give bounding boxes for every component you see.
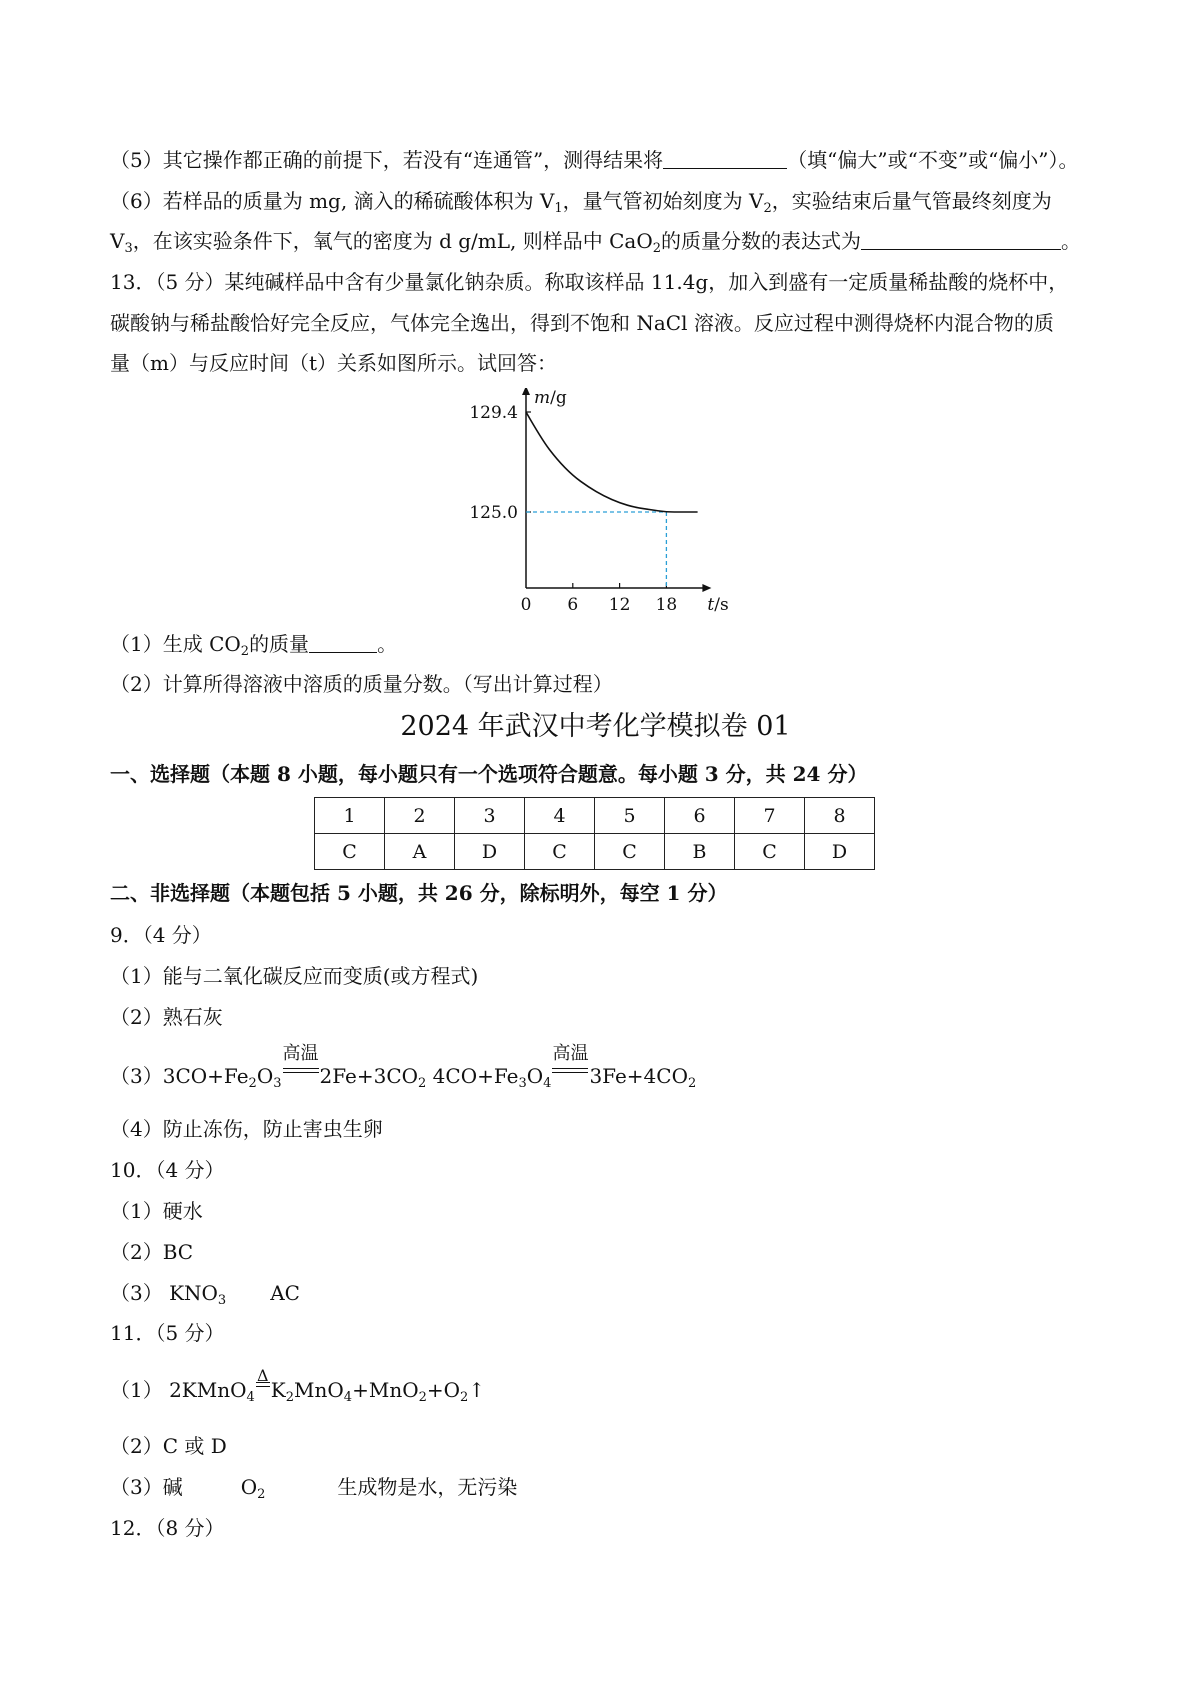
answer-table-answer: C [315, 834, 385, 870]
answer-table-answer: A [385, 834, 455, 870]
x-tick-label: 12 [608, 595, 631, 615]
subscript: 2 [418, 1076, 427, 1091]
a10-part3-text: （3） KNO [110, 1281, 218, 1305]
answer-table-question-number: 5 [595, 798, 665, 834]
eq-text: 3Fe+4CO [589, 1064, 688, 1088]
reaction-condition-high-temp [282, 1043, 320, 1082]
subscript: 2 [460, 1390, 469, 1405]
q13-stem-line1: 13．（5 分）某纯碱样品中含有少量氯化钠杂质。称取该样品 11.4g，加入到盛有一定质量稀盐酸的烧杯中， [110, 270, 1069, 294]
subscript: 3 [124, 241, 133, 256]
q13-part1-end: 。 [377, 632, 398, 656]
reaction-condition-high-temp [551, 1043, 589, 1082]
mass-time-chart [440, 388, 740, 628]
subscript: 2 [687, 1076, 697, 1091]
a10-part3-answer: AC [270, 1281, 300, 1305]
answer-table-answer: C [595, 834, 665, 870]
eq-text: 4CO+Fe [426, 1064, 519, 1088]
q12-part6-text-d: V [110, 229, 125, 253]
eq-text: （1） 2KMnO [110, 1378, 247, 1402]
mass-curve [526, 412, 698, 512]
eq-text: 2Fe+3CO [319, 1064, 419, 1088]
eq-text: +O [426, 1378, 461, 1402]
answer-table-question-number: 3 [455, 798, 525, 834]
double-line [552, 1068, 588, 1073]
subscript: 2 [240, 644, 250, 659]
answer-table-question-number: 8 [805, 798, 875, 834]
q12-part6-line2 [110, 227, 1081, 255]
q12-part6-line1 [110, 187, 1052, 215]
answer-table-question-number: 7 [735, 798, 805, 834]
q12-part5-blank[interactable] [663, 148, 787, 169]
double-line [256, 1382, 270, 1387]
q13-part1-text-b: 的质量 [249, 632, 310, 656]
subscript: 3 [518, 1076, 527, 1091]
q13-stem-line2: 碳酸钠与稀盐酸恰好完全反应，气体完全逸出，得到不饱和 NaCl 溶液。反应过程中测得烧杯内混合物的质 [110, 311, 1054, 335]
a9-part2: （2）熟石灰 [110, 1005, 223, 1029]
q12-part6-text-b: ，量气管初始刻度为 V [562, 189, 764, 213]
subscript: 2 [248, 1076, 257, 1091]
q12-part6-text-f: 的质量分数的表达式为 [661, 229, 862, 253]
a11-part3 [110, 1473, 517, 1501]
subscript: 1 [554, 201, 563, 216]
y-tick-label: 129.4 [469, 403, 518, 423]
answer-table-answer: C [735, 834, 805, 870]
x-tick-label: 18 [655, 595, 678, 615]
a11-heading: 11．（5 分） [110, 1321, 225, 1345]
answer-table-question-number: 2 [385, 798, 455, 834]
reaction-condition-heat [255, 1366, 271, 1396]
a11-part3-reason: 生成物是水，无污染 [337, 1475, 518, 1499]
q12-part6-text-c: ，实验结束后量气管最终刻度为 [771, 189, 1052, 213]
q13-stem-line3: 量（m）与反应时间（t）关系如图所示。试回答： [110, 351, 558, 375]
x-tick-label: 6 [567, 595, 579, 615]
delta-symbol: Δ [257, 1366, 269, 1385]
x-axis-label: t/s [707, 595, 729, 615]
a11-part3-o2: O [240, 1475, 258, 1499]
q12-part6-text-a: （6）若样品的质量为 mg, 滴入的稀硫酸体积为 V [110, 189, 555, 213]
subscript: 3 [217, 1293, 227, 1308]
answer-table-question-number: 1 [315, 798, 385, 834]
y-axis-arrow [522, 388, 530, 395]
answer-table-value-row [315, 834, 875, 870]
section2-heading: 二、非选择题（本题包括 5 小题，共 26 分，除标明外，每空 1 分） [110, 881, 728, 905]
eq-text: +MnO [352, 1378, 419, 1402]
q13-part2: （2）计算所得溶液中溶质的质量分数。（写出计算过程） [110, 672, 613, 696]
a11-part3-text: （3）碱 [110, 1475, 183, 1499]
q12-part6-blank[interactable] [861, 229, 1061, 250]
a10-heading: 10．（4 分） [110, 1158, 225, 1182]
a11-part1-equation [110, 1366, 486, 1405]
x-axis-arrow [702, 584, 711, 592]
a9-part3-equation [110, 1043, 697, 1091]
q12-part5-tail: （填“偏大”或“不变”或“偏小”）。 [787, 148, 1079, 172]
answer-table-answer: D [805, 834, 875, 870]
answer-title: 2024 年武汉中考化学模拟卷 01 [400, 711, 791, 742]
x-tick-label: 0 [520, 595, 532, 615]
subscript: 2 [257, 1487, 266, 1502]
subscript: 4 [246, 1390, 255, 1405]
double-line [283, 1068, 319, 1073]
up-arrow-symbol: ↑ [468, 1378, 486, 1402]
eq-text: O [256, 1064, 274, 1088]
y-tick-label: 125.0 [469, 503, 518, 523]
subscript: 2 [285, 1390, 295, 1405]
answer-table [314, 797, 875, 870]
section1-heading: 一、选择题（本题 8 小题，每小题只有一个选项符合题意。每小题 3 分，共 24 分） [110, 762, 868, 786]
y-axis-label: m/g [534, 388, 567, 408]
condition-text: 高温 [282, 1043, 319, 1064]
a9-part1: （1）能与二氧化碳反应而变质(或方程式) [110, 964, 479, 988]
a10-part3 [110, 1279, 300, 1307]
q12-part5-text: （5）其它操作都正确的前提下，若没有“连通管”，测得结果将 [110, 148, 664, 172]
eq-text: O [526, 1064, 544, 1088]
a12-heading: 12．（8 分） [110, 1516, 225, 1540]
a10-part1: （1）硬水 [110, 1199, 203, 1223]
q13-part1-text-a: （1）生成 CO [110, 632, 241, 656]
answer-table-question-number: 4 [525, 798, 595, 834]
a9-heading: 9．（4 分） [110, 923, 212, 947]
answer-table-answer: D [455, 834, 525, 870]
answer-table-header-row [315, 798, 875, 834]
subscript: 2 [763, 201, 772, 216]
a9-part4: （4）防止冻伤，防止害虫生卵 [110, 1117, 383, 1141]
eq-text: K [270, 1378, 286, 1402]
subscript: 4 [543, 1076, 552, 1091]
condition-text: 高温 [552, 1043, 589, 1064]
answer-table-question-number: 6 [665, 798, 735, 834]
q12-part5 [110, 146, 1079, 174]
eq-text: MnO [294, 1378, 344, 1402]
a11-part2: （2）C 或 D [110, 1434, 227, 1458]
answer-table-answer: B [665, 834, 735, 870]
chart-layer [469, 388, 728, 615]
a10-part2: （2）BC [110, 1240, 194, 1264]
subscript: 2 [418, 1390, 427, 1405]
subscript: 2 [652, 241, 662, 256]
q12-part6-text-e: ，在该实验条件下，氧气的密度为 d g/mL, 则样品中 CaO [132, 229, 653, 253]
eq-text: （3）3CO+Fe [110, 1064, 249, 1088]
q13-part1 [110, 630, 397, 658]
subscript: 4 [343, 1390, 353, 1405]
subscript: 3 [273, 1076, 282, 1091]
q12-part6-end: 。 [1061, 229, 1082, 253]
answer-table-answer: C [525, 834, 595, 870]
q13-part1-blank[interactable] [309, 632, 377, 653]
